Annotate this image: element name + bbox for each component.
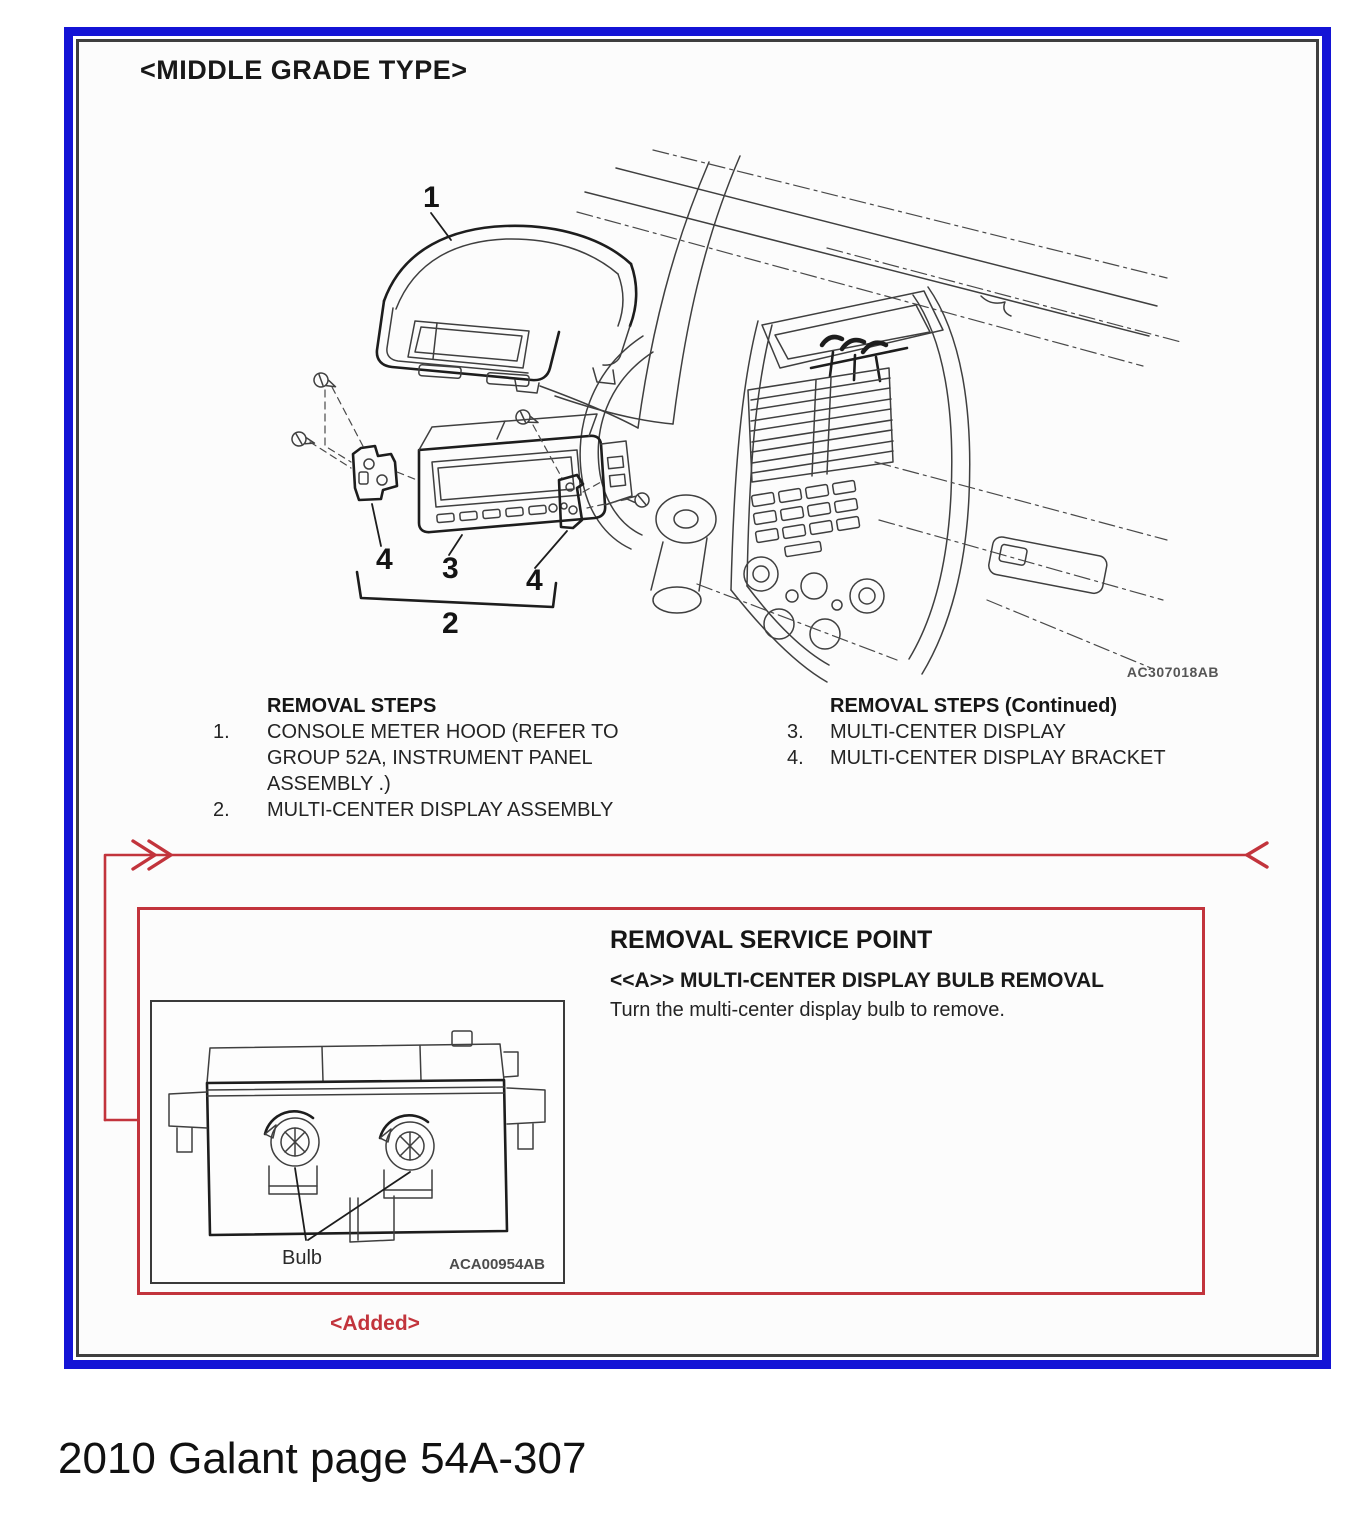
console-hood-drawing [377, 226, 636, 393]
step-item-3 [787, 719, 1267, 745]
service-point-body: Turn the multi-center display bulb to remove. [610, 999, 1005, 1021]
svg-text:4: 4 [526, 564, 543, 597]
screw-icon [290, 430, 316, 449]
exploded-view-diagram [85, 128, 1325, 688]
step-text: MULTI-CENTER DISPLAY [830, 721, 1066, 743]
center-stack-drawing [731, 287, 970, 682]
diagram-figure-code: AC307018AB [1126, 664, 1219, 680]
service-point-subheading: <<A>> MULTI-CENTER DISPLAY BULB REMOVAL [610, 969, 1104, 992]
bulb-figure-frame [150, 1000, 565, 1284]
bracket-left-drawing [353, 446, 397, 500]
step-item-4 [787, 745, 1267, 771]
step-text: CONSOLE METER HOOD (REFER TO GROUP 52A, INSTRUMENT PANEL ASSEMBLY .) [267, 721, 619, 795]
removal-steps-right [787, 693, 1267, 771]
removal-service-point-box [137, 907, 1205, 1295]
bulb-figure-drawing [152, 1002, 563, 1282]
bulb-label: Bulb [281, 1247, 323, 1269]
connector-wires-drawing [811, 337, 907, 381]
a-pillar-drawing [540, 156, 740, 428]
removal-steps-left [213, 693, 713, 823]
added-note: <Added> [330, 1312, 420, 1335]
service-point-heading: REMOVAL SERVICE POINT [610, 926, 933, 954]
svg-text:3: 3 [442, 552, 459, 585]
step-number: 1. [213, 721, 230, 743]
callout-4-left [372, 504, 393, 576]
screw-icon [625, 492, 649, 508]
step-text: MULTI-CENTER DISPLAY ASSEMBLY [267, 799, 614, 821]
removal-steps-heading: REMOVAL STEPS [267, 695, 437, 717]
step-number: 3. [787, 721, 804, 743]
climate-buttons-drawing [751, 480, 859, 556]
svg-text:2: 2 [442, 607, 459, 640]
step-item-1 [213, 719, 713, 797]
bulb-figure-code: ACA00954AB [449, 1256, 545, 1273]
callout-4-right [526, 531, 567, 597]
step-number: 2. [213, 799, 230, 821]
steering-wheel-drawing [580, 336, 716, 613]
callout-3 [442, 535, 462, 585]
step-number: 4. [787, 747, 804, 769]
callout-1 [423, 181, 451, 240]
climate-knobs-drawing [744, 557, 884, 649]
glovebox-drawing [987, 535, 1108, 594]
svg-text:1: 1 [423, 181, 440, 214]
removal-steps-continued-heading: REMOVAL STEPS (Continued) [830, 695, 1118, 717]
step-item-2 [213, 797, 713, 823]
air-vent-drawing [748, 368, 893, 482]
page-caption: 2010 Galant page 54A-307 [58, 1434, 587, 1483]
windshield-lines [577, 150, 1181, 366]
page-frame [76, 39, 1319, 1357]
svg-text:4: 4 [376, 543, 393, 576]
bulb-socket-drawing [265, 1111, 319, 1194]
step-text: MULTI-CENTER DISPLAY BRACKET [830, 747, 1166, 769]
page-title: <MIDDLE GRADE TYPE> [140, 55, 468, 85]
